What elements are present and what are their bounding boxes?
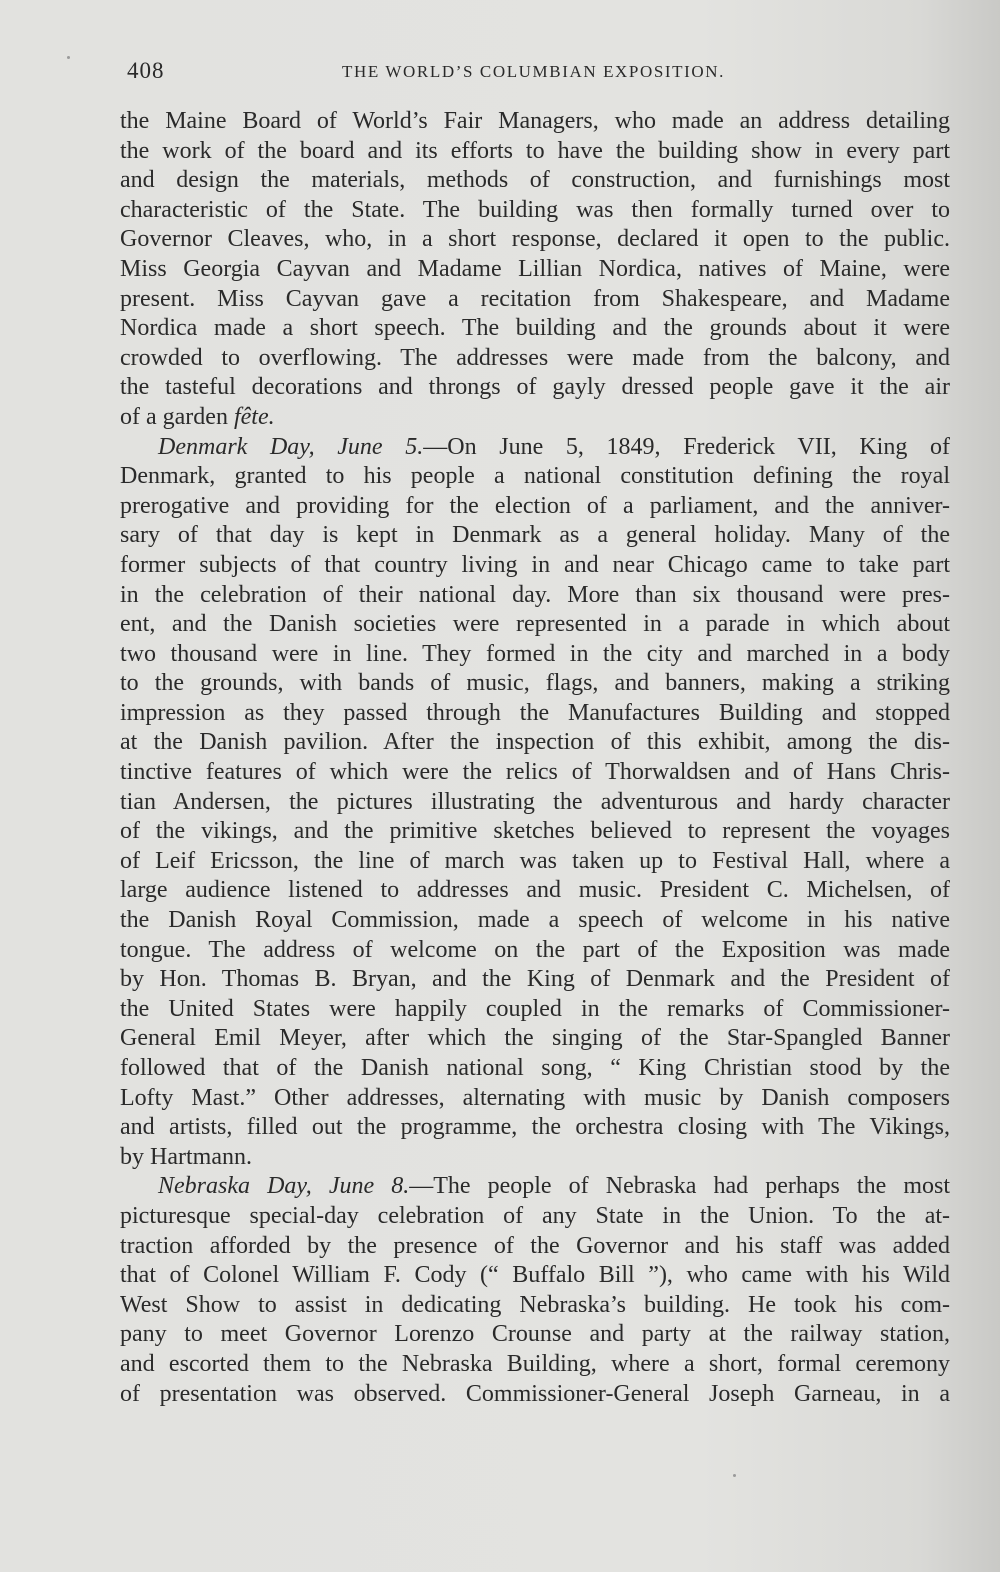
text-line: West Show to assist in dedicating Nebraska’s building. He took his com- [120, 1291, 950, 1318]
text-line: present. Miss Cayvan gave a recitation from Shakespeare, and Madame [120, 285, 950, 312]
text-line: large audience listened to addresses and music. President C. Michelsen, of [120, 877, 950, 904]
paragraph-start-denmark-day [120, 433, 950, 463]
text-line: Governor Cleaves, who, in a short response, declared it open to the public. [120, 226, 950, 253]
text-line: Denmark, granted to his people a national constitution defining the royal [120, 463, 950, 490]
text-run: of a garden [120, 403, 234, 430]
text-line: General Emil Meyer, after which the singing of the Star-Spangled Banner [120, 1025, 950, 1052]
text-line: tian Andersen, the pictures illustrating the adventurous and hardy character [120, 788, 950, 815]
text-line: Miss Georgia Cayvan and Madame Lillian Nordica, natives of Maine, were [120, 255, 950, 282]
text-line: the work of the board and its efforts to have the building show in every part [120, 137, 950, 164]
text-line: traction afforded by the presence of the Governor and his staff was added [120, 1232, 950, 1259]
text-line: impression as they passed through the Manufactures Building and stopped [120, 699, 950, 726]
text-line: that of Colonel William F. Cody (“ Buffalo Bill ”), who came with his Wild [120, 1262, 950, 1289]
text-line: tinctive features of which were the relics of Thorwaldsen and of Hans Chris- [120, 759, 950, 786]
text-line: the Maine Board of World’s Fair Managers, who made an address detailing [120, 108, 950, 134]
text-line: ent, and the Danish societies were represented in a parade in which about [120, 611, 950, 638]
text-line: and escorted them to the Nebraska Building, where a short, formal ceremony [120, 1350, 950, 1377]
text-line: by Hartmann. [120, 1143, 252, 1170]
italic-word-fete: fête. [233, 403, 275, 430]
text-line: tongue. The address of welcome on the part of the Exposition was made [120, 936, 950, 963]
text-line: followed that of the Danish national song, “ King Christian stood by the [120, 1055, 950, 1081]
text-line: Lofty Mast.” Other addresses, alternating with music by Danish composers [120, 1084, 950, 1111]
section-heading-denmark-day: Denmark Day, June 5. [158, 433, 424, 460]
text-line: the tasteful decorations and throngs of gayly dressed people gave it the air [120, 374, 950, 401]
text-line: characteristic of the State. The building was then formally turned over to [120, 196, 950, 223]
text-line: sary of that day is kept in Denmark as a general holiday. Many of the [120, 522, 950, 549]
running-head: THE WORLD’S COLUMBIAN EXPOSITION. [342, 62, 726, 81]
text-line [120, 403, 950, 433]
paragraph-start-nebraska-day [120, 1172, 950, 1202]
text-line: to the grounds, with bands of music, flags, and banners, making a striking [120, 670, 950, 697]
section-heading-nebraska-day: Nebraska Day, June 8. [158, 1173, 410, 1200]
text-line: at the Danish pavilion. After the inspection of this exhibit, among the dis- [120, 729, 950, 756]
text-run: —On June 5, 1849, Frederick VII, King of [423, 433, 950, 460]
text-line: in the celebration of their national day. More than six thousand were pres- [120, 581, 950, 608]
page-header [127, 58, 787, 88]
page-number: 408 [127, 58, 165, 83]
text-line: Nordica made a short speech. The building and the grounds about it were [120, 315, 950, 342]
text-line: picturesque special-day celebration of any State in the Union. To the at- [120, 1202, 950, 1229]
text-line: the United States were happily coupled in the remarks of Commissioner- [120, 995, 950, 1022]
text-line: and design the materials, methods of construction, and furnishings most [120, 167, 950, 194]
body-text [120, 107, 950, 1409]
text-line: two thousand were in line. They formed in the city and marched in a body [120, 640, 950, 667]
paper-speck [733, 1474, 736, 1477]
text-line: former subjects of that country living in and near Chicago came to take part [120, 551, 950, 578]
text-line: pany to meet Governor Lorenzo Crounse and party at the railway station, [120, 1321, 950, 1348]
paper-speck [67, 56, 70, 59]
text-run: —The people of Nebraska had perhaps the most [409, 1173, 950, 1200]
text-line: by Hon. Thomas B. Bryan, and the King of Denmark and the President of [120, 966, 950, 993]
text-line: of presentation was observed. Commissioner-General Joseph Garneau, in a [120, 1380, 950, 1407]
text-line: crowded to overflowing. The addresses were made from the balcony, and [120, 344, 950, 371]
text-line: of Leif Ericsson, the line of march was taken up to Festival Hall, where a [120, 847, 950, 874]
text-line: the Danish Royal Commission, made a speech of welcome in his native [120, 907, 950, 934]
text-line: of the vikings, and the primitive sketches believed to represent the voyages [120, 818, 950, 845]
text-line: and artists, filled out the programme, the orchestra closing with The Vikings, [120, 1114, 950, 1141]
text-line: prerogative and providing for the election of a parliament, and the anniver- [120, 492, 950, 519]
